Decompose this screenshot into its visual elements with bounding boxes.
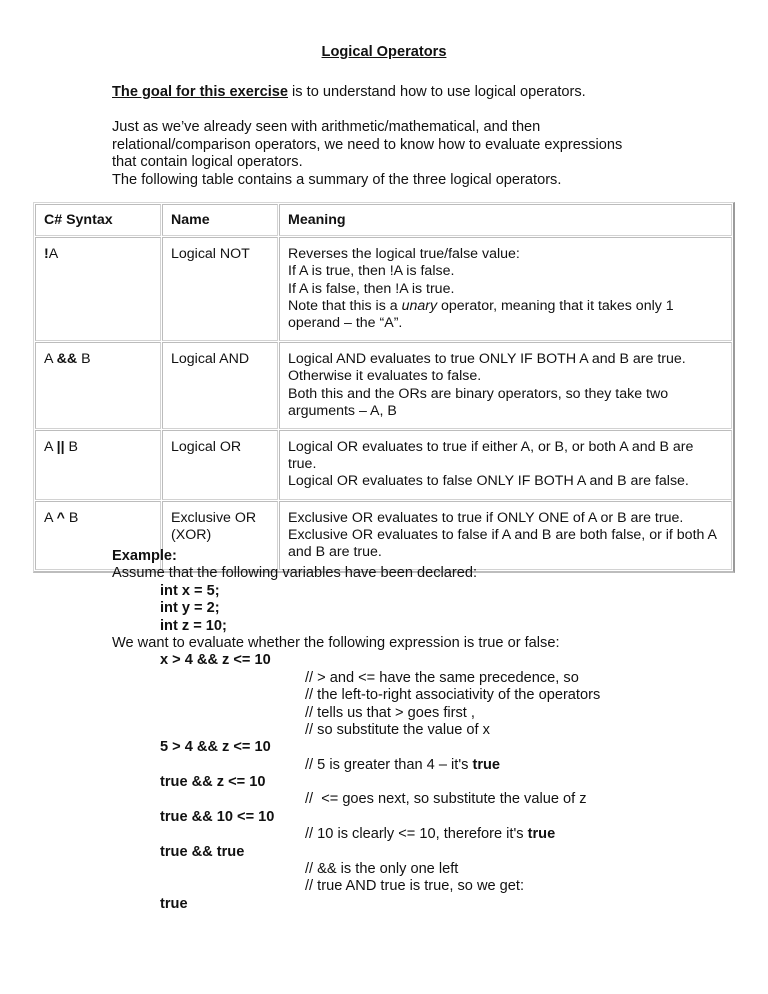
syntax-cell: A || B [35, 430, 161, 500]
step-expression: true && true [160, 843, 245, 860]
header-name: Name [162, 204, 278, 236]
name-cell: Logical AND [162, 342, 278, 429]
table-row [35, 237, 732, 341]
step-comment: // so substitute the value of x [305, 721, 490, 738]
operator-symbol: ^ [56, 509, 65, 526]
declaration: int z = 10; [160, 617, 227, 634]
step-comment: // 10 is clearly <= 10, therefore it's true [305, 826, 556, 843]
want-text: We want to evaluate whether the following expression is true or false: [112, 634, 560, 651]
meaning-cell: Logical AND evaluates to true ONLY IF BOTH A and B are true. Otherwise it evaluates to false. Both this and the ORs are binary operators, so they take two arguments – A, B [279, 342, 732, 429]
step-comment: // && is the only one left [305, 861, 459, 878]
syntax-cell: !A [35, 237, 161, 341]
meaning-cell: Exclusive OR evaluates to true if ONLY ONE of A or B are true. Exclusive OR evaluates to false if A and B are both false, or if both A and B are true. [279, 501, 732, 571]
declaration: int y = 2; [160, 600, 220, 617]
header-syntax: C# Syntax [35, 204, 161, 236]
step-expression: 5 > 4 && z <= 10 [160, 739, 271, 756]
example-heading: Example: [112, 548, 177, 564]
step-comment: // tells us that > goes first , [305, 704, 475, 721]
step-expression: x > 4 && z <= 10 [160, 652, 271, 669]
table-row [35, 342, 732, 429]
name-cell: Logical OR [162, 430, 278, 500]
table-row [35, 430, 732, 500]
name-cell: Logical NOT [162, 237, 278, 341]
step-comment: // the left-to-right associativity of the operators [305, 687, 601, 704]
document-title: Logical Operators [321, 44, 447, 60]
assume-text: Assume that the following variables have been declared: [112, 565, 478, 582]
final-result: true [160, 895, 188, 912]
declaration: int x = 5; [160, 582, 220, 599]
goal-statement [112, 84, 672, 102]
table-header-row [35, 204, 732, 236]
step-comment: // <= goes next, so substitute the value of z [305, 791, 587, 808]
goal-text: is to understand how to use logical operators. [288, 84, 586, 100]
step-comment: // true AND true is true, so we get: [305, 878, 524, 895]
goal-label: The goal for this exercise [112, 84, 288, 100]
operator-symbol: || [56, 439, 65, 456]
logical-operators-table [33, 202, 735, 573]
example-section [112, 548, 712, 913]
intro-line: relational/comparison operators, we need to know how to evaluate expressions [112, 136, 623, 153]
intro-line: Just as we’ve already seen with arithmetic/mathematical, and then [112, 119, 541, 135]
syntax-cell: A && B [35, 342, 161, 429]
name-cell: Exclusive OR (XOR) [162, 501, 278, 571]
operator-symbol: && [56, 351, 78, 368]
intro-line: The following table contains a summary of the three logical operators. [112, 171, 562, 188]
step-comment: // > and <= have the same precedence, so [305, 669, 579, 686]
meaning-cell: Logical OR evaluates to true if either A, or B, or both A and B are true. Logical OR evaluates to false ONLY IF BOTH A and B are false. [279, 430, 732, 500]
operator-symbol: ! [44, 246, 49, 263]
step-comment: // 5 is greater than 4 – it's true [305, 756, 501, 773]
step-expression: true && z <= 10 [160, 774, 266, 791]
step-expression: true && 10 <= 10 [160, 808, 275, 825]
header-meaning: Meaning [279, 204, 732, 236]
syntax-cell: A ^ B [35, 501, 161, 571]
intro-section [112, 84, 672, 189]
intro-line: that contain logical operators. [112, 154, 303, 170]
meaning-cell: Reverses the logical true/false value: If A is true, then !A is false. If A is false, then !A is true. Note that this is a unary operator, meaning that it takes only 1 operand – the “A”. [279, 237, 732, 341]
